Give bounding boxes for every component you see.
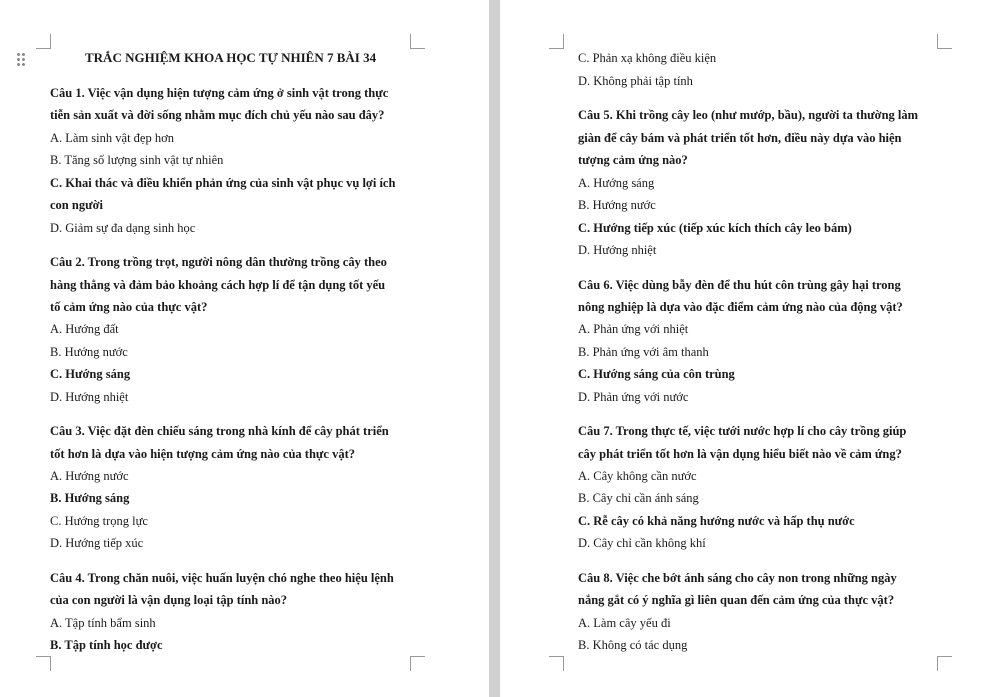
drag-handle-icon[interactable] <box>16 52 26 68</box>
crop-mark-bottom-left <box>36 656 51 671</box>
answer-option: D. Cây chỉ cần không khí <box>578 536 706 550</box>
answer-option: D. Giảm sự đa dạng sinh học <box>50 221 196 235</box>
answer-option: D. Không phải tập tính <box>578 74 693 88</box>
answer-option: D. Hướng nhiệt <box>50 390 129 404</box>
crop-mark-bottom-right <box>410 656 425 671</box>
question-text: tiễn sản xuất và đời sống nhằm mục đích chủ yếu nào sau đây? <box>50 108 385 122</box>
question-text: hàng thẳng và đảm bảo khoảng cách hợp lí để tận dụng tốt yếu <box>50 278 386 292</box>
answer-option: A. Hướng sáng <box>578 176 655 190</box>
answer-option: A. Cây không cần nước <box>578 469 697 483</box>
answer-option: D. Phản ứng với nước <box>578 390 689 404</box>
answer-option: C. Hướng trọng lực <box>50 514 148 528</box>
answer-option: A. Phản ứng với nhiệt <box>578 322 689 336</box>
answer-option: B. Hướng nước <box>578 198 656 212</box>
question-text: Câu 8. Việc che bớt ánh sáng cho cây non trong những ngày <box>578 571 897 585</box>
question-text: nắng gắt có ý nghĩa gì liên quan đến cảm ứng của thực vật? <box>578 593 895 607</box>
question-text: của con người là vận dụng loại tập tính nào? <box>50 593 288 607</box>
crop-mark-bottom-left <box>549 656 564 671</box>
crop-mark-bottom-right <box>937 656 952 671</box>
question-text: tượng cảm ứng nào? <box>578 153 688 167</box>
answer-option-correct: con người <box>50 198 103 212</box>
answer-option-correct: C. Khai thác và điều khiển phản ứng của sinh vật phục vụ lợi ích <box>50 176 396 190</box>
crop-mark-top-left <box>549 34 564 49</box>
answer-option: A. Làm sinh vật đẹp hơn <box>50 131 174 145</box>
question-text: Câu 3. Việc đặt đèn chiếu sáng trong nhà kính để cây phát triển <box>50 424 389 438</box>
document-page-left <box>0 0 489 697</box>
answer-option: B. Không có tác dụng <box>578 638 688 652</box>
question-text: Câu 6. Việc dùng bẫy đèn để thu hút côn trùng gây hại trong <box>578 278 901 292</box>
question-text: Câu 1. Việc vận dụng hiện tượng cảm ứng ở sinh vật trong thực <box>50 86 389 100</box>
question-text: tố cảm ứng nào của thực vật? <box>50 300 208 314</box>
question-text: Câu 5. Khi trồng cây leo (như mướp, bầu), người ta thường làm <box>578 108 919 122</box>
question-text: tốt hơn là dựa vào hiện tượng cảm ứng nào của thực vật? <box>50 447 355 461</box>
answer-option: B. Hướng nước <box>50 345 128 359</box>
answer-option: B. Tăng số lượng sinh vật tự nhiên <box>50 153 224 167</box>
answer-option-correct: C. Hướng tiếp xúc (tiếp xúc kích thích cây leo bám) <box>578 221 852 235</box>
question-text: Câu 2. Trong trồng trọt, người nông dân thường trồng cây theo <box>50 255 387 269</box>
question-text: giàn để cây bám và phát triển tốt hơn, điều này dựa vào hiện <box>578 131 902 145</box>
page-gutter <box>489 0 500 697</box>
answer-option: C. Phản xạ không điều kiện <box>578 51 717 65</box>
answer-option-correct: C. Rễ cây có khả năng hướng nước và hấp thụ nước <box>578 514 855 528</box>
question-text: nông nghiệp là dựa vào đặc điểm cảm ứng nào của động vật? <box>578 300 903 314</box>
answer-option: A. Tập tính bẩm sinh <box>50 616 156 630</box>
document-page-right <box>500 0 1003 697</box>
question-text: Câu 7. Trong thực tế, việc tưới nước hợp lí cho cây trồng giúp <box>578 424 907 438</box>
page-title: TRẮC NGHIỆM KHOA HỌC TỰ NHIÊN 7 BÀI 34 <box>85 50 377 65</box>
answer-option: B. Phản ứng với âm thanh <box>578 345 709 359</box>
answer-option-correct: C. Hướng sáng của côn trùng <box>578 367 735 381</box>
question-text: Câu 4. Trong chăn nuôi, việc huấn luyện chó nghe theo hiệu lệnh <box>50 571 394 585</box>
answer-option: B. Cây chỉ cần ánh sáng <box>578 491 699 505</box>
answer-option-correct: C. Hướng sáng <box>50 367 131 381</box>
question-text: cây phát triển tốt hơn là vận dụng hiểu biết nào về cảm ứng? <box>578 447 902 461</box>
crop-mark-top-left <box>36 34 51 49</box>
crop-mark-top-right <box>410 34 425 49</box>
crop-mark-top-right <box>937 34 952 49</box>
answer-option: A. Hướng đất <box>50 322 119 336</box>
answer-option: A. Hướng nước <box>50 469 129 483</box>
answer-option: D. Hướng tiếp xúc <box>50 536 144 550</box>
answer-option: D. Hướng nhiệt <box>578 243 657 257</box>
answer-option-correct: B. Tập tính học được <box>50 638 163 652</box>
answer-option: A. Làm cây yếu đi <box>578 616 671 630</box>
answer-option-correct: B. Hướng sáng <box>50 491 130 505</box>
